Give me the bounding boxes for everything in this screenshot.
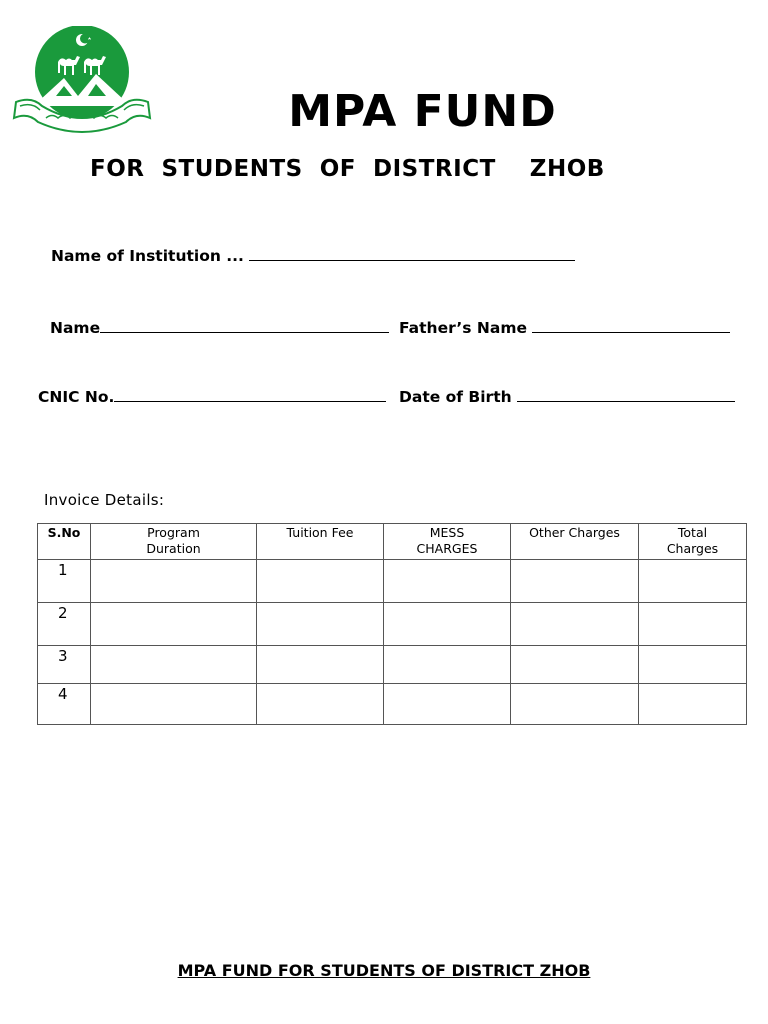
row-number: 4 [38,684,91,725]
father-name-blank[interactable] [532,318,730,333]
tuition-fee-cell[interactable] [257,646,384,684]
total-charges-cell[interactable] [639,684,747,725]
other-charges-cell[interactable] [511,684,639,725]
tuition-fee-cell[interactable] [257,560,384,603]
table-row [38,684,747,725]
mess-charges-cell[interactable] [384,684,511,725]
footer-text: MPA FUND FOR STUDENTS OF DISTRICT ZHOB [177,961,591,980]
institution-blank[interactable] [249,246,575,261]
table-row [38,560,747,603]
mess-charges-cell[interactable] [384,646,511,684]
invoice-header-row [38,524,747,560]
column-header-other-charges: Other Charges [511,524,639,560]
mess-charges-cell[interactable] [384,603,511,646]
program-duration-cell[interactable] [91,603,257,646]
institution-field-row [51,246,575,265]
column-header-tuition-fee: Tuition Fee [257,524,384,560]
tuition-fee-cell[interactable] [257,603,384,646]
name-field-row [50,318,389,337]
institution-label: Name of Institution ... [51,247,244,265]
invoice-details-label: Invoice Details: [44,491,165,509]
total-charges-cell[interactable] [639,603,747,646]
father-name-label: Father’s Name [399,319,527,337]
invoice-table [37,523,747,725]
dob-field-row [399,387,735,406]
other-charges-cell[interactable] [511,646,639,684]
row-number: 2 [38,603,91,646]
table-row [38,646,747,684]
other-charges-cell[interactable] [511,560,639,603]
dob-label: Date of Birth [399,388,512,406]
tuition-fee-cell[interactable] [257,684,384,725]
program-duration-cell[interactable] [91,646,257,684]
dob-blank[interactable] [517,387,735,402]
table-row [38,603,747,646]
cnic-label: CNIC No. [38,388,115,406]
father-name-field-row [399,318,730,337]
name-label: Name [50,319,101,337]
total-charges-cell[interactable] [639,646,747,684]
name-blank[interactable] [100,318,389,333]
page-title: MPA FUND [288,86,557,137]
program-duration-cell[interactable] [91,684,257,725]
cnic-field-row [38,387,386,406]
row-number: 3 [38,646,91,684]
other-charges-cell[interactable] [511,603,639,646]
program-duration-cell[interactable] [91,560,257,603]
footer [0,961,768,980]
page-subtitle: FOR STUDENTS OF DISTRICT ZHOB [90,156,605,182]
total-charges-cell[interactable] [639,560,747,603]
cnic-blank[interactable] [114,387,386,402]
column-header-total-charges: Total Charges [639,524,747,560]
column-header-sno: S.No [38,524,91,560]
column-header-program-duration: Program Duration [91,524,257,560]
column-header-mess-charges: MESS CHARGES [384,524,511,560]
row-number: 1 [38,560,91,603]
mess-charges-cell[interactable] [384,560,511,603]
